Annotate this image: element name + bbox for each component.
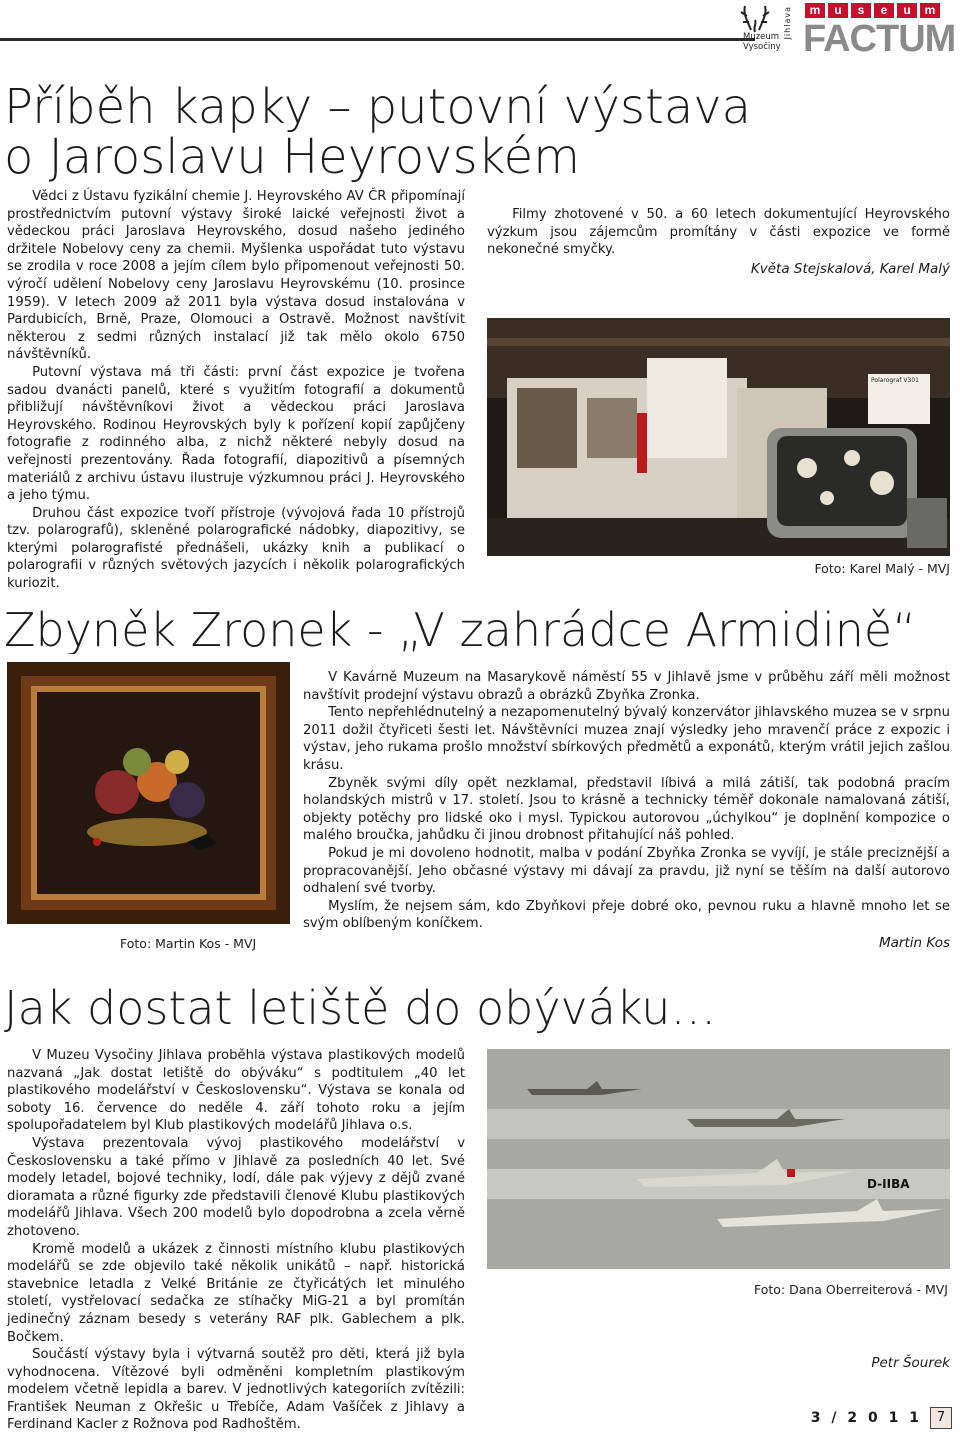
article1-paragraph-3: Druhou část expozice tvoří přístroje (vývojová řada 10 přístrojů tzv. polarografů), skleněné polarografické nádobky, diapozitivy, se kterými polarografisté přednášeli, ukázky knih a publikací o polarografii v různých světových jazycích i několik polarografických kuriozit. — [7, 505, 465, 592]
issue-number: 3 / 2 0 1 1 — [810, 1410, 922, 1426]
article3-paragraph-3: Kromě modelů a ukázek z činnosti místního klubu plastikových modelářů se zde objevilo také několik unikátů – např. historická stavebnice letadla z Velké Británie ze čtyřicátých let minulého století, vystřelovací sedačka ze stíhačky MiG-21 a byl promítán jedinečný záznam besedy s veterány RAF plk. Gablechem a plk. Bočkem. — [7, 1241, 465, 1345]
logo-vertical-text: Jihlava — [783, 6, 792, 40]
logo-letter-4: u — [897, 3, 917, 18]
article2-heading — [4, 606, 954, 654]
logo-sub-line1: Muzeum — [743, 32, 780, 42]
article3-paragraph-4: Součástí výstavy byla i výtvarná soutěž pro děti, která již byla vyhodnocena. Vítězové byli odměněni kompletním plastikovým modelem včetně lepidla a barev. V jednotlivých kategoriích zvítězili: František Neuman z Okřešic u Třebíče, Adam Vašíček z Jihlavy a Ferdinand Kacler z Rožnova pod Radhoštěm. — [7, 1347, 465, 1433]
header-rule — [0, 38, 755, 41]
article2-painting-frame — [7, 662, 290, 924]
article3-paragraph-2: Výstava prezentovala vývoj plastikového modelářství v Československu a také přímo v Jihlavě za posledních 40 let. Své modely letadel, bojové techniky, lodí, dále pak výjevy z dějů zvané dioramata a různé figurky zde představili členové Klubu plastikových modelářů Jihlava. Všech 200 modelů bylo dopodrobna a zcela věrně zhotoveno. — [7, 1135, 465, 1239]
logo-letter-3: e — [874, 3, 894, 18]
logo-letter-boxes — [805, 3, 940, 18]
article2-paragraph-4: Pokud je mi dovoleno hodnotit, malba v podání Zbyňka Zronka se vyvíjí, je stále preciznější a propracovanější. Jeho občasné výstavy mi dávají za pravdu, již nyní se těším na další autorovo odhalení své tvorby. — [303, 845, 950, 897]
article2-paragraph-3: Zbyněk svými díly opět nezklamal, představil líbivá a milá zátiší, tak podobná pracím holandských mistrů v 17. století. Jsou to krásně a technicky téměř dokonale namalovaná zátiší, objekty potěchy pro lidské oko i mysl. Typickou autorovou „úchylkou“ je doplnění kompozice o malého broučka, jahůdku či jinou drobnost přitahující náš pohled. — [303, 775, 950, 844]
logo-sub-line2: Vysočiny — [743, 42, 781, 52]
page-number: 7 — [930, 1407, 952, 1429]
article3-column-right — [487, 1317, 950, 1373]
article2-title: Zbyněk Zronek - „V zahrádce Armidině“ — [4, 606, 917, 654]
logo-letter-1: u — [828, 3, 848, 18]
article3-column-left — [7, 1047, 465, 1434]
article2-paragraph-1: V Kavárně Muzeum na Masarykově náměstí 55 v Jihlavě jsme v průběhu září měli možnost navštívit prodejní výstavu obrazů a obrázků Zbyňka Zronka. — [303, 670, 950, 703]
article2-paragraph-2: Tento nepřehlédnutelný a nezapomenutelný bývalý konzervátor jihlavského muzea se v srpnu 2011 dožil čtyřiceti šesti let. Návštěvníci muzea znají výsledky jeho mravenčí práce z expozic i výstav, jeho rukama prošlo množství sbírkových předmětů a exponátů, kterým vrátil jejich zašlou krásu. — [303, 705, 950, 773]
article1-paragraph-2: Putovní výstava má tři části: první část expozice je tvořena sadou dvanácti panelů, které s využitím fotografií a dokumentů přibližují návštěvníkovi život a vědeckou práci Jaroslava Heyrovského. Rodinou Heyrovských byly k pořízení kopií zapůjčeny fotografie z rodinného alba, z nichž některé nebyly dosud na veřejnosti prezentovány. Řada fotografií, diapozitivů a písemných materiálů z archivu ústavu ilustruje výzkumnou práci J. Heyrovského a jeho týmu. — [7, 364, 465, 504]
museum-logo — [737, 0, 956, 60]
article1-column-left — [7, 188, 465, 593]
article2-signature: Martin Kos — [878, 934, 950, 951]
article1-title — [4, 79, 764, 186]
article1-signature: Květa Stejskalová, Karel Malý — [750, 260, 950, 277]
article1-title-line2: o Jaroslavu Heyrovském — [4, 129, 580, 186]
article1-photo — [487, 318, 950, 556]
article1-column-right — [487, 206, 950, 278]
logo-factum: FACTUM — [803, 18, 956, 60]
article3-title: Jak dostat letiště do obýváku… — [4, 981, 717, 1035]
article3-paragraph-1: V Muzeu Vysočiny Jihlava proběhla výstava plastikových modelů nazvaná „Jak dostat letiště do obýváku“ s podtitulem „40 let plastikového modelářství v Československu“. Výstava se konala od soboty 16. července do neděle 4. září tohoto roku a jejím spolupořadatelem byl Klub plastikových modelářů Jihlava o.s. — [7, 1048, 465, 1134]
logo-subtitle — [743, 32, 781, 52]
article3-photo — [487, 1049, 950, 1269]
logo-letter-2: s — [851, 3, 871, 18]
article3-photo-caption: Foto: Dana Oberreiterová - MVJ — [753, 1282, 948, 1297]
article1-heading — [4, 79, 764, 186]
article3-heading — [4, 981, 764, 1035]
logo-letter-5: m — [920, 3, 940, 18]
article3-signature: Petr Šourek — [871, 1355, 950, 1371]
article1-title-line1: Příběh kapky – putovní výstava — [4, 79, 752, 135]
article1-photo-caption: Foto: Karel Malý - MVJ — [814, 561, 950, 576]
plane-model-code: D-IIBA — [867, 1177, 910, 1191]
still-life-painting — [37, 692, 260, 894]
exhibit-label-panel: Polarograf V301 — [868, 374, 930, 424]
article1-paragraph-4: Filmy zhotovené v 50. a 60 letech dokumentující Heyrovského výzkum jsou zájemcům promítány v části expozice ve formě nekonečné smyčky. — [487, 207, 950, 258]
article1-paragraph-1: Vědci z Ústavu fyzikální chemie J. Heyrovského AV ČR připomínají prostřednictvím putovní výstavy široké laické veřejnosti život a vědeckou práci Jaroslava Heyrovského, dosud našeho jediného držitele Nobelovy ceny za chemii. Myšlenka uspořádat tuto výstavu se zrodila v roce 2008 a jejím cílem bylo připomenout veřejnosti 50. výročí udělení Nobelovy ceny Jaroslavu Heyrovskému (10. prosince 1959). V letech 2009 až 2011 byla výstava dosud instalována v Pardubicích, Brně, Praze, Olomouci a Ostravě. Možnost navštívit některou z sedmi různých instalací již tak mělo okolo 6750 návštěvníků. — [7, 189, 465, 363]
article2-paragraph-5: Myslím, že nejsem sám, kdo Zbyňkovi přeje dobré oko, pevnou ruku a hlavně mnoho let se svým oblíbeným koníčkem. — [303, 898, 950, 932]
logo-letter-0: m — [805, 3, 825, 18]
article2-photo-caption: Foto: Martin Kos - MVJ — [120, 936, 257, 951]
article2-body — [303, 669, 950, 953]
